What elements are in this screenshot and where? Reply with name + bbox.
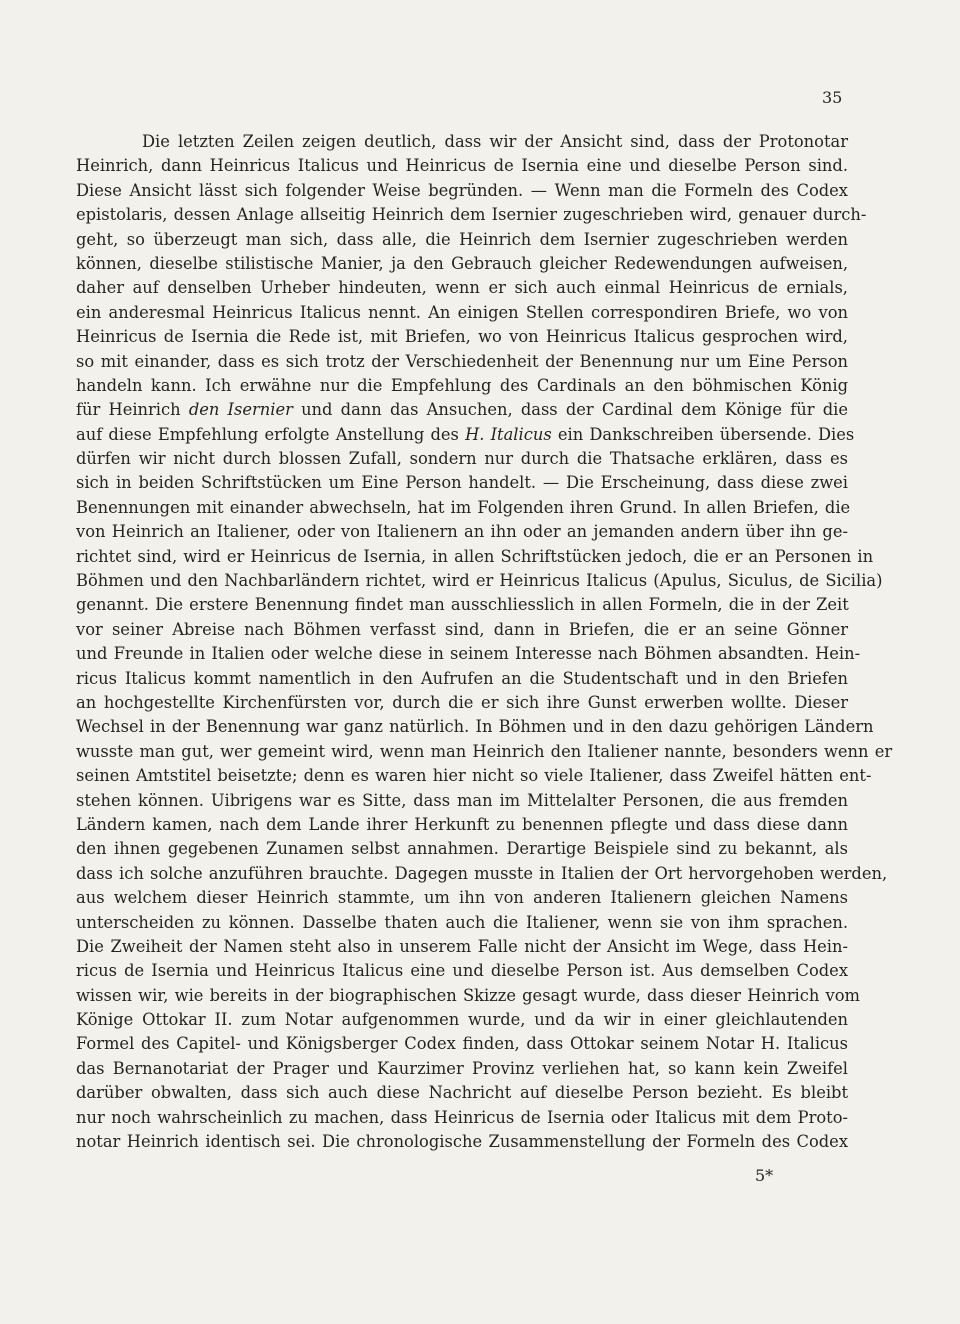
text-line: daher auf denselben Urheber hindeuten, wenn er sich auch einmal Heinricus de ernials, <box>76 278 848 298</box>
text-line: sich in beiden Schriftstücken um Eine Person handelt. — Die Erscheinung, dass diese zwei <box>76 473 848 493</box>
text-line: darüber obwalten, dass sich auch diese Nachricht auf dieselbe Person bezieht. Es bleibt <box>76 1083 848 1103</box>
text-line: epistolaris, dessen Anlage allseitig Heinrich dem Isernier zugeschrieben wird, genauer durch- <box>76 205 867 225</box>
text-line: Die Zweiheit der Namen steht also in unserem Falle nicht der Ansicht im Wege, dass Hein- <box>76 936 848 956</box>
emphasis-text: H. Italicus <box>465 424 552 444</box>
text-line: Die letzten Zeilen zeigen deutlich, dass wir der Ansicht sind, dass der Protonotar <box>142 132 848 151</box>
text-line: können, dieselbe stilistische Manier, ja den Gebrauch gleicher Redewendungen aufweisen, <box>76 253 848 273</box>
body-text <box>76 130 893 1154</box>
text-line: geht, so überzeugt man sich, dass alle, die Heinrich dem Isernier zugeschrieben werden <box>76 229 848 249</box>
text-line: dürfen wir nicht durch blossen Zufall, sondern nur durch die Thatsache erklären, dass es <box>76 449 848 469</box>
page-number: 35 <box>822 88 843 107</box>
signature-mark: 5* <box>755 1166 774 1185</box>
text-line: seinen Amtstitel beisetzte; denn es waren hier nicht so viele Italiener, dass Zweifel hätten ent- <box>76 766 872 786</box>
text-line: handeln kann. Ich erwähne nur die Empfehlung des Cardinals an den böhmischen König <box>76 375 848 395</box>
text-line: stehen können. Uibrigens war es Sitte, dass man im Mittelalter Personen, die aus fremden <box>76 790 848 810</box>
text-line: Heinricus de Isernia die Rede ist, mit Briefen, wo von Heinricus Italicus gesprochen wird, <box>76 327 848 347</box>
text-line: Ländern kamen, nach dem Lande ihrer Herkunft zu benennen pflegte und dass diese dann <box>76 814 848 834</box>
text-line: ricus Italicus kommt namentlich in den Aufrufen an die Studentschaft und in den Briefen <box>76 668 848 688</box>
text-line: wissen wir, wie bereits in der biographischen Skizze gesagt wurde, dass dieser Heinrich vom <box>76 985 860 1005</box>
text-line: unterscheiden zu können. Dasselbe thaten auch die Italiener, wenn sie von ihm sprachen. <box>76 912 848 932</box>
text-line: vor seiner Abreise nach Böhmen verfasst sind, dann in Briefen, die er an seine Gönner <box>76 619 848 639</box>
text-line: Benennungen mit einander abwechseln, hat im Folgenden ihren Grund. In allen Briefen, die <box>76 497 851 517</box>
text-line: wusste man gut, wer gemeint wird, wenn man Heinrich den Italiener nannte, besonders wenn er <box>76 741 893 761</box>
text-line: ein anderesmal Heinricus Italicus nennt. An einigen Stellen correspondiren Briefe, wo von <box>76 302 848 322</box>
text-line: für Heinrich den Isernier und dann das Ansuchen, dass der Cardinal dem Könige für die <box>76 400 848 420</box>
text-line: auf diese Empfehlung erfolgte Anstellung des H. Italicus ein Dankschreiben übersende. Dies <box>76 424 855 444</box>
text-line: dass ich solche anzuführen brauchte. Dagegen musste in Italien der Ort hervorgehoben werden, <box>76 863 888 883</box>
text-line: Wechsel in der Benennung war ganz natürlich. In Böhmen und in den dazu gehörigen Ländern <box>76 717 874 737</box>
text-line: an hochgestellte Kirchenfürsten vor, durch die er sich ihre Gunst erwerben wollte. Dieser <box>76 692 848 712</box>
text-line: das Bernanotariat der Prager und Kaurzimer Provinz verliehen hat, so kann kein Zweifel <box>76 1058 848 1078</box>
text-line: notar Heinrich identisch sei. Die chronologische Zusammenstellung der Formeln des Codex <box>76 1132 848 1152</box>
text-line: Heinrich, dann Heinricus Italicus und Heinricus de Isernia eine und dieselbe Person sind. <box>76 156 848 176</box>
text-line: und Freunde in Italien oder welche diese in seinem Interesse nach Böhmen absandten. Hein- <box>76 644 861 664</box>
text-line: den ihnen gegebenen Zunamen selbst annahmen. Derartige Beispiele sind zu bekannt, als <box>76 839 848 859</box>
text-line: nur noch wahrscheinlich zu machen, dass Heinricus de Isernia oder Italicus mit dem Proto- <box>76 1107 848 1127</box>
text-line: ricus de Isernia und Heinricus Italicus eine und dieselbe Person ist. Aus demselben Codex <box>76 961 848 981</box>
text-line: Böhmen und den Nachbarländern richtet, wird er Heinricus Italicus (Apulus, Siculus, de Sicilia) <box>76 571 883 591</box>
text-line: Diese Ansicht lässt sich folgender Weise begründen. — Wenn man die Formeln des Codex <box>76 180 848 200</box>
text-line: so mit einander, dass es sich trotz der Verschiedenheit der Benennung nur um Eine Person <box>76 351 848 371</box>
text-line: von Heinrich an Italiener, oder von Italienern an ihn oder an jemanden andern über ihn ge- <box>76 522 848 542</box>
text-line: Könige Ottokar II. zum Notar aufgenommen wurde, und da wir in einer gleichlautenden <box>76 1010 848 1030</box>
text-line: Formel des Capitel- und Königsberger Codex finden, dass Ottokar seinem Notar H. Italicus <box>76 1034 848 1054</box>
text-line: genannt. Die erstere Benennung findet man ausschliesslich in allen Formeln, die in der Zeit <box>76 595 849 615</box>
text-line: richtet sind, wird er Heinricus de Isernia, in allen Schriftstücken jedoch, die er an Personen in <box>76 546 874 566</box>
emphasis-text: den Isernier <box>188 400 293 420</box>
text-line: aus welchem dieser Heinrich stammte, um ihn von anderen Italienern gleichen Namens <box>76 888 848 908</box>
